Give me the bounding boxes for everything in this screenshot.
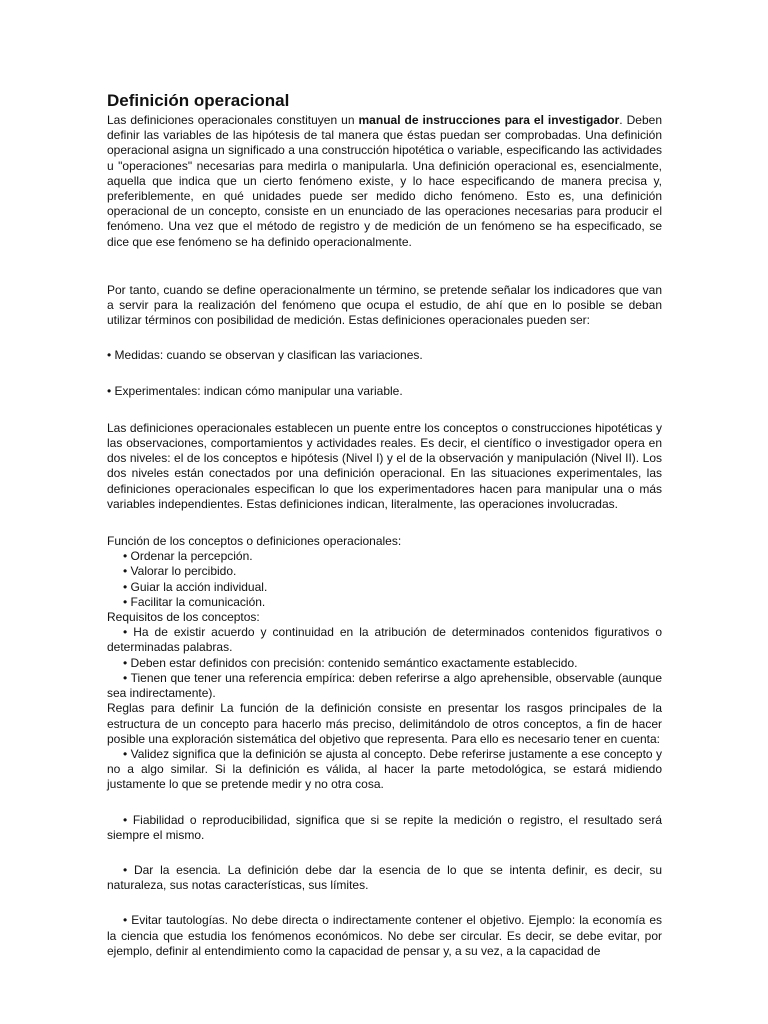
paragraph-2: Por tanto, cuando se define operacionalmente un término, se pretende señalar los indicadores que van a servir para la realización del fenómeno que ocupa el estudio, de ahí que en lo posible se deban utilizar términos con posibilidad de medición. Estas definiciones operacionales pueden ser: [107, 282, 662, 328]
reglas-paragraph: Reglas para definir La función de la definición consiste en presentar los rasgos principales de la estructura de un concepto para hacerlo más preciso, delimitándolo de otros conceptos, a fin de hacer posible una exploración sistemática del objetivo que representa. Para ello es necesario tener en cuenta: [107, 701, 662, 746]
esencia-item [107, 863, 662, 893]
funcion-item: • Ordenar la percepción. [123, 549, 253, 564]
esencia-text: • Dar la esencia. La definición debe dar la esencia de lo que se intenta definir, es decir, su naturaleza, sus notas características, sus límites. [107, 862, 662, 893]
funcion-item: • Facilitar la comunicación. [123, 594, 266, 609]
requisito-item [107, 671, 662, 701]
validez-text: • Validez significa que la definición se ajusta al concepto. Debe referirse justamente a ese concepto y no a algo similar. Si la definición es válida, al hacer la parte metodológica, se estará midiendo justamente lo que se pretende medir y no otra cosa. [107, 746, 662, 792]
intro-paragraph [107, 113, 662, 250]
intro-bold-text: manual de instrucciones para el investigador [358, 113, 620, 127]
intro-text-2: . Deben definir las variables de las hipótesis de tal manera que éstas puedan ser comprobadas. Una definición operacional asigna un significado a una construcción hipotética o variable, especificando las actividades u "operaciones" necesarias para medirla o manipularla. Una definición operacional es, esencialmente, aquella que indica que un cierto fenómeno existe, y lo hace especificando de manera precisa y, preferiblemente, en qué unidades puede ser medido dicho fenómeno. Esto es, una definición operacional de un concepto, consiste en un enunciado de las operaciones necesarias para producir el fenómeno. Una vez que el método de registro y de medición de un fenómeno se ha especificado, se dice que ese fenómeno se ha definido operacionalmente. [107, 113, 662, 249]
page-title: Definición operacional [107, 91, 290, 110]
tautologias-text: • Evitar tautologías. No debe directa o indirectamente contener el objetivo. Ejemplo: la economía es la ciencia que estudia los fenómenos económicos. No debe ser circular. Es decir, se debe evitar, por ejemplo, definir al entendimiento como la capacidad de pensar y, a su vez, a la capacidad de [107, 913, 662, 958]
validez-item [107, 747, 662, 793]
requisito-item: • Deben estar definidos con precisión: contenido semántico exactamente establecido. [123, 655, 578, 670]
paragraph-3: Las definiciones operacionales establecen un puente entre los conceptos o construcciones hipotéticas y las observaciones, comportamientos y actividades reales. Es decir, el científico o investigador opera en dos niveles: el de los conceptos e hipótesis (Nivel I) y el de la observación y manipulación (Nivel II). Los dos niveles están conectados por una definición operacional. En las situaciones experimentales, las definiciones operacionales especifican lo que los experimentadores hacen para manipular una o más variables independientes. Estas definiciones indican, literalmente, las operaciones involucradas. [107, 420, 662, 511]
requisitos-heading: Requisitos de los conceptos: [107, 610, 260, 625]
bullet-medidas: • Medidas: cuando se observan y clasifican las variaciones. [107, 348, 423, 363]
funcion-heading: Función de los conceptos o definiciones operacionales: [107, 534, 402, 549]
funcion-item: • Guiar la acción individual. [123, 579, 268, 594]
tautologias-item [107, 913, 662, 959]
intro-text-1: Las definiciones operacionales constituyen un [107, 113, 359, 127]
fiabilidad-text: • Fiabilidad o reproducibilidad, significa que si se repite la medición o registro, el resultado será siempre el mismo. [107, 812, 662, 842]
requisito-text: • Tienen que tener una referencia empírica: deben referirse a algo aprehensible, observable (aunque sea indirectamente). [107, 670, 662, 701]
requisito-text: • Ha de existir acuerdo y continuidad en la atribución de determinados contenidos figurativos o determinadas palabras. [107, 625, 662, 655]
requisito-item [107, 625, 662, 655]
fiabilidad-item [107, 813, 662, 843]
bullet-experimentales: • Experimentales: indican cómo manipular una variable. [107, 383, 403, 398]
funcion-item: • Valorar lo percibido. [123, 564, 237, 579]
document-body [107, 90, 662, 959]
